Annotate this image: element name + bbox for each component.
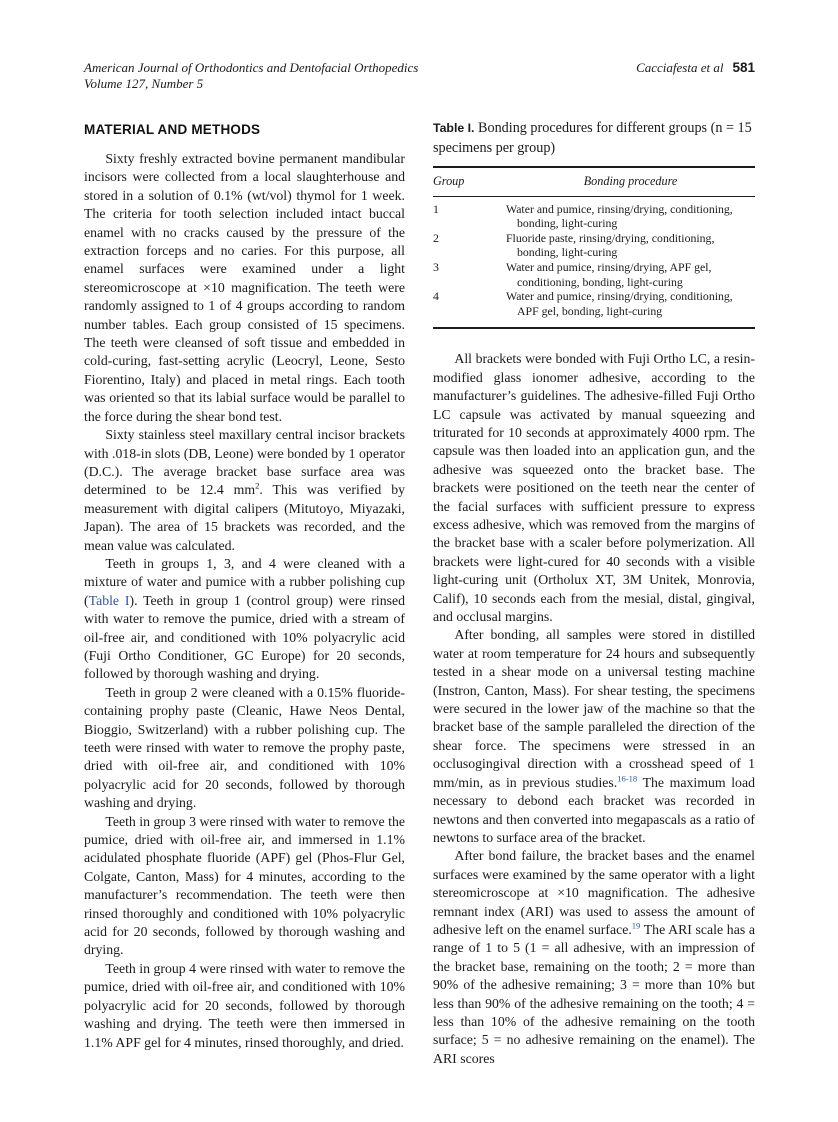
text-run: Sixty stainless steel maxillary central incisor brackets with .018-in slots (DB, Leone) were bonded by 1 operator (D.C.). The average bracket base surface area was determined to be 12.4 mm — [84, 427, 405, 498]
running-head-left — [84, 60, 418, 92]
paragraph — [84, 426, 405, 555]
table-row — [433, 202, 755, 231]
paragraph — [84, 150, 405, 426]
text-run: Sixty freshly extracted bovine permanent mandibular incisors were collected from a local slaughterhouse and stored in a solution of 0.1% (wt/vol) thymol for 1 week. The criteria for tooth selection included intact buccal enamel with no cracks caused by the pressure of the extraction forceps and no caries. For this purpose, all enamel surfaces were examined under a light stereomicroscope at ×10 magnification. The teeth were randomly assigned to 1 of 4 groups according to random number tables. Each group consisted of 15 specimens. The teeth were cleansed of soft tissue and embedded in cold-curing, fast-setting acrylic (Leocryl, Leone, Sesto Fiorentino, Italy) and placed in metal rings. Each tooth was oriented so that its labial surface would be parallel to the force during the shear bond test. — [84, 151, 405, 424]
paragraph — [433, 847, 755, 1068]
authors-name: Cacciafesta et al — [636, 60, 724, 75]
table-caption-text: Bonding procedures for different groups (n = 15 specimens per group) — [433, 120, 752, 156]
table-header-row — [433, 168, 755, 197]
text-run: . This was verified by measurement with digital calipers (Mitutoyo, Miyazaki, Japan). The area of 15 brackets was recorded, and the mean value was calculated. — [84, 482, 405, 553]
section-heading: MATERIAL AND METHODS — [84, 122, 261, 137]
text-run: ). Teeth in group 1 (control group) were rinsed with water to remove the pumice, dried with a stream of oil-free air, and conditioned with 10% polyacrylic acid (Fuji Ortho Conditioner, GC Europe) for 20 seconds, followed by thorough washing and drying. — [84, 592, 405, 682]
text-run: Teeth in group 4 were rinsed with water to remove the pumice, dried with oil-free air, and conditioned with 10% polyacrylic acid for 20 seconds, followed by thorough washing and drying. The teeth were then immersed in 1.1% APF gel for 4 minutes, rinsed thoroughly, and dried. — [84, 960, 405, 1050]
paragraph — [84, 684, 405, 813]
superscript-text: 2 — [255, 480, 260, 491]
right-paragraphs — [433, 350, 755, 1068]
paragraph — [84, 960, 405, 1052]
text-run: Teeth in groups 1, 3, and 4 were cleaned with a mixture of water and pumice with a rubber polishing cup ( — [84, 555, 405, 608]
running-head-right — [636, 60, 755, 76]
table-row — [433, 260, 755, 289]
group-number-cell: 3 — [433, 259, 439, 274]
text-run: The ARI scale has a range of 1 to 5 (1 = all adhesive, with an impression of the bracket base, remaining on the tooth; 2 = more than 90% of the adhesive remaining; 3 = more than 10% but less than 90% of the adhesive remaining on the tooth; 4 = less than 10% of the adhesive remaining on the tooth surface; 5 = no adhesive remaining on the enamel). The ARI scores — [433, 921, 755, 1066]
text-run: After bonding, all samples were stored in distilled water at room temperature for 24 hours and subsequently tested in a shear mode on a universal testing machine (Instron, Canton, Mass). For shear testing, the specimens were secured in the lower jaw of the machine so that the bracket base of the sample paralleled the direction of the shear force. The specimens were stressed in an occlusogingival direction with a crosshead speed of 1 mm/min, as in previous studies. — [433, 627, 755, 790]
journal-title: American Journal of Orthodontics and Dentofacial Orthopedics — [84, 60, 419, 75]
paragraph — [84, 813, 405, 960]
left-paragraphs — [84, 150, 405, 1052]
bonding-procedure-cell: Water and pumice, rinsing/drying, APF gel, conditioning, bonding, light-curing — [506, 259, 712, 289]
bonding-procedure-cell: Water and pumice, rinsing/drying, conditioning, bonding, light-curing — [506, 201, 733, 231]
volume-issue: Volume 127, Number 5 — [84, 76, 204, 91]
text-run: All brackets were bonded with Fuji Ortho LC, a resin-modified glass ionomer adhesive, according to the manufacturer’s guidelines. The adhesive-filled Fuji Ortho LC capsule was activated by manual squeezing and triturated for 10 seconds at approximately 4000 rpm. The capsule was then loaded into an application gun, and the adhesive was squeezed onto the bracket base. The brackets were positioned on the teeth near the center of the facial surfaces with sufficient pressure to express excess adhesive, which was removed from the margins of the bracket base with a scaler before polymerization. All brackets were light-cured for 40 seconds with a visible light-curing unit (Ortholux XT, 3M Unitek, Monrovia, Calif), 10 seconds each from the mesial, distal, gingival, and occlusal margins. — [433, 351, 755, 625]
table-body — [433, 197, 755, 328]
bonding-procedure-cell: Water and pumice, rinsing/drying, conditioning, APF gel, bonding, light-curing — [506, 289, 733, 318]
table-caption — [433, 119, 755, 158]
column-header-group: Group — [433, 174, 465, 188]
bonding-procedure-cell: Fluoride paste, rinsing/drying, conditioning, bonding, light-curing — [506, 230, 715, 260]
left-column — [84, 122, 405, 1052]
column-header-procedure: Bonding procedure — [583, 174, 678, 188]
table-row — [433, 289, 755, 318]
page-number: 581 — [732, 60, 755, 75]
paragraph — [84, 555, 405, 684]
bonding-procedures-table — [433, 166, 755, 329]
text-run: The maximum load necessary to debond each bracket was recorded in newtons and then converted into megapascals as a ratio of newtons to surface area of the bracket. — [433, 774, 755, 845]
right-column — [433, 119, 755, 1068]
group-number-cell: 1 — [433, 201, 439, 216]
running-head — [84, 60, 755, 92]
text-run: Teeth in group 3 were rinsed with water to remove the pumice, dried with oil-free air, and immersed in 1.1% acidulated phosphate fluoride (APF) gel (Phos-Flur Gel, Colgate, Canton, Mass) for 4 minutes, according to the manufacturer’s recommendation. The teeth were then rinsed thoroughly and conditioned with 10% polyacrylic acid for 20 seconds, followed by thorough washing and drying. — [84, 813, 405, 958]
table-row — [433, 231, 755, 260]
group-number-cell: 2 — [433, 230, 439, 245]
citation-reference-link[interactable]: 16-18 — [617, 773, 638, 784]
text-run: Teeth in group 2 were cleaned with a 0.15% fluoride-containing prophy paste (Cleanic, Hawe Neos Dental, Bioggio, Switzerland) with a rubber polishing cup. The teeth were rinsed with water to remove the prophy paste, dried with oil-free air, and conditioned with 10% polyacrylic acid for 20 seconds, followed by thorough washing and drying. — [84, 684, 405, 811]
table-caption-label: Table I. — [433, 121, 475, 135]
group-number-cell: 4 — [433, 289, 439, 304]
table-reference-link[interactable]: Table I — [88, 592, 130, 608]
paragraph — [433, 626, 755, 847]
text-run: After bond failure, the bracket bases and the enamel surfaces were examined by the same operator with a light stereomicroscope at ×10 magnification. The adhesive remnant index (ARI) was used to assess the amount of adhesive left on the enamel surface. — [433, 848, 755, 937]
paragraph — [433, 350, 755, 626]
citation-reference-link[interactable]: 19 — [631, 920, 641, 931]
